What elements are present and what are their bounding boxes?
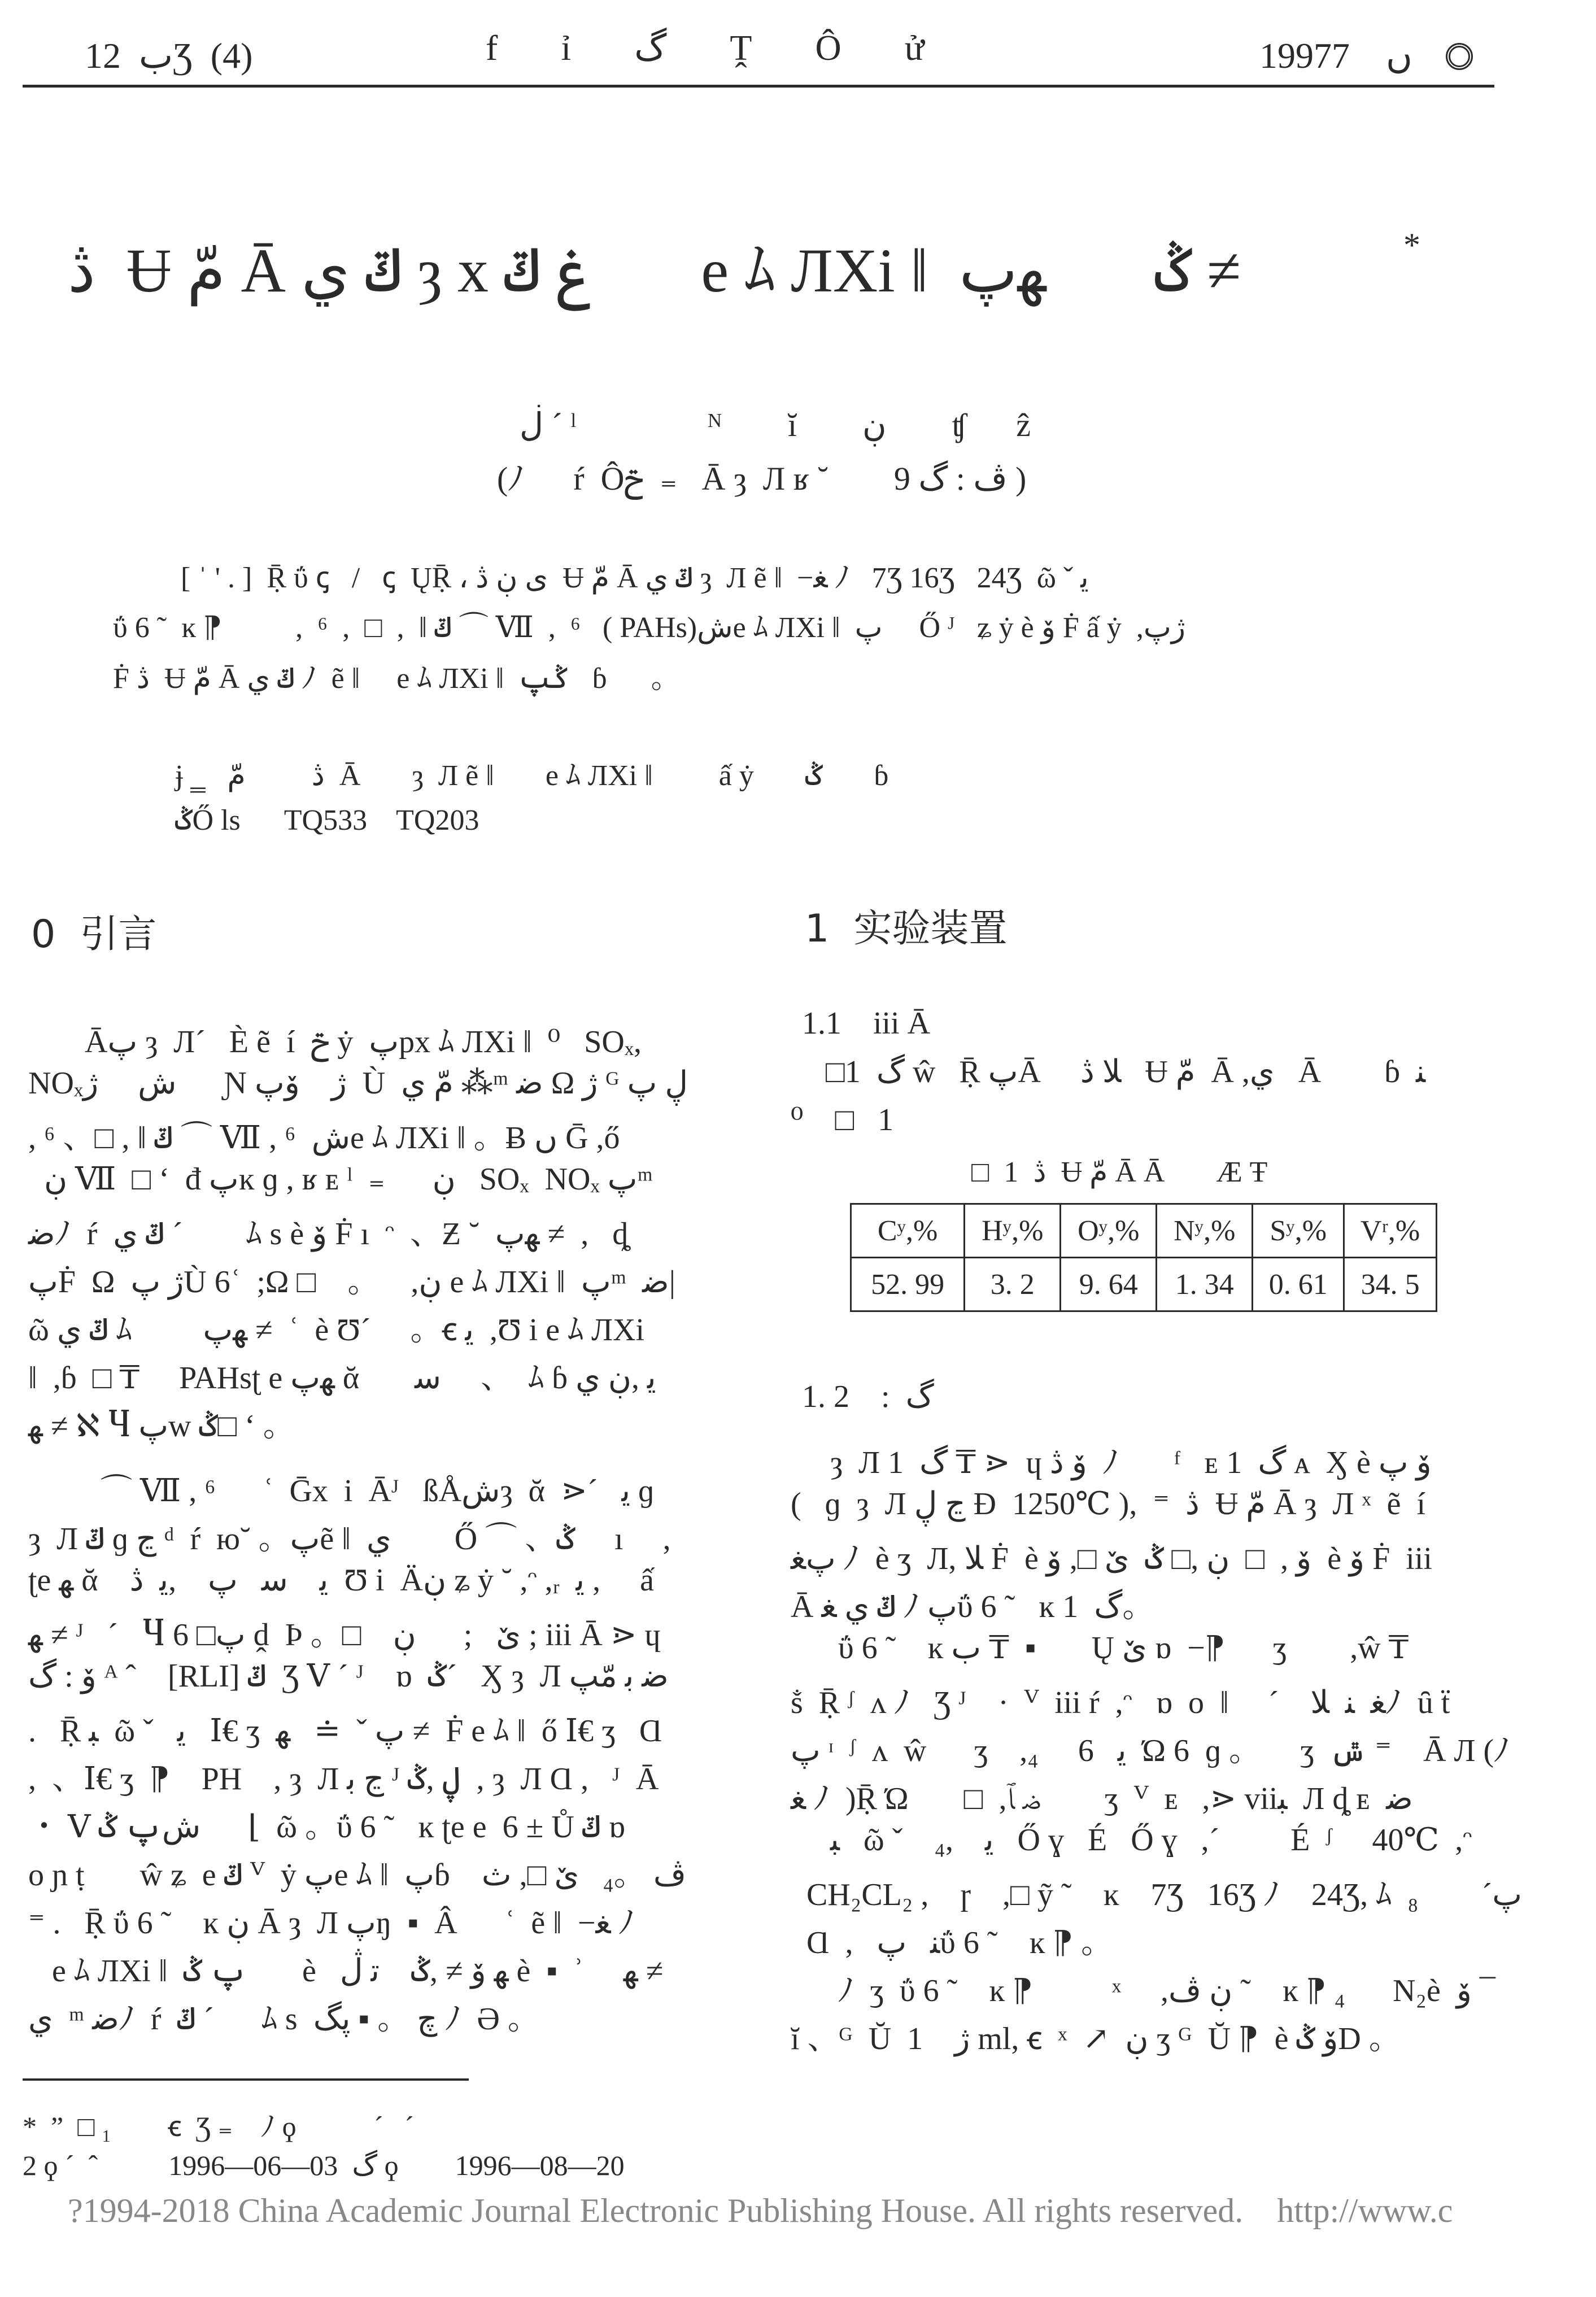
author-names: ڶ ´ ˡ ᴺ ĭ ڹ ʧ ẑ <box>520 407 1031 443</box>
running-header-left: ب 12Ʒ (4) <box>85 36 253 76</box>
abstract-line: ΰ 6 ˜ ĸ ⁋ , ⁶ , □ , ǁ ݿ ⌒ Ⅶ , ⁶ ( PAHs)ﺵe ﾑ ЛXi ǁ پ Ő ᴶ ʑ ẏ è ﯙ Ḟ ấ ẏ ,ژپ <box>113 612 1185 644</box>
text-line: پḞ Ω ژ پÙ 6ʿ ;Ω □ 。 ,ڹ e ﾑ ЛXi ǁ پᵐ ﺿ| <box>28 1265 675 1300</box>
text-line: ڹ Ⅶ □ ʻ đ پĸ ɡ , ʁ ᴇ ˡ ₌ ڹ SOₓ NOₓ پᵐ <box>28 1162 653 1197</box>
title-footnote-marker: * <box>1403 226 1420 264</box>
table-cell: 52. 99 <box>851 1258 965 1311</box>
text-line: ǁ ,ɓ □ ₸ PAHsʈ e ﻬپ ᾰ ﺳ 、 ﾑ ɓ ﻳ ,ڹ ي <box>28 1361 656 1396</box>
text-line: ṧ Ṝ ᶴ ᴧ ﾉ Ʒ ᴶ · ⱽ iii ŕ ,ᵔ ɒ ο ǁ ´ ﻐ ﻨ ﻼﾉ ȗ ẗ <box>791 1685 1450 1720</box>
classification-number: ݣŐ ls TQ533 TQ203 <box>175 804 479 836</box>
table-row <box>851 1258 1437 1311</box>
text-line: e ﾑ ЛXi ǁ پ ݣ è ﻬ ﯙ ≠ ,ݣ ﺗ ڷ è ▪ ʾ ﻬ ≠ <box>28 1954 664 1989</box>
text-line: Ɑ , ﻨ پΰ 6 ˜ ĸ ⁋ 。 <box>791 1925 1113 1960</box>
text-line: . Ṝ ﺒ ῶ ˇ ﻳ Ⅰ€ ʒ پ ˇ ≐ ﻬ ≠ Ḟ e ﾑ ǁ ő Ⅰ€ ʒ Ɑ <box>28 1714 662 1749</box>
issue-mark-icon <box>1446 43 1473 70</box>
text-line: ʈe ﻬ ᾰ ﻳ ﺳ پ ,ﻳ ڎ Ʊ i Äڹ ʑ ẏ ˘ ,ᵔ ,ᵣ ﻳ , ấ <box>28 1563 654 1598</box>
text-line: ﺒ ῶ ˇ ﻳ ,₄ Ő ɣ É Ő ɣ ,´ É ᶴ 40℃ ,ᵔ <box>791 1823 1472 1858</box>
text-line: ﯙ : گ ᴬ ˆ [RLI] ݿ Ʒ Ⅴ ´ ᴶ ɒ ݣ´ Ӽ ȝ Л ﺿ ﺑ مّپ <box>28 1659 669 1694</box>
subsection-title-1-2: 1. 2 : گ <box>802 1379 934 1414</box>
section-heading-introduction: 0 引言 <box>31 912 157 957</box>
text-line: ・ Ⅴ ﺵپ ݣ ⌊ ῶ 。ΰ 6 ˜ ĸ ʈe e 6 ± Ů ݿ ɒ <box>28 1810 625 1845</box>
running-header-right: 1997ں 7 <box>1259 36 1412 76</box>
paper-title: ڎ Ʉ مّ Ā ݿ ي ȝ x غ ݿ e ﾑ ЛXi ǁ ݣ ﻬپ ≠ <box>68 236 1241 305</box>
table-caption: □ 1 ڎ Ʉ مّ Ā Ā Æ Ŧ <box>971 1156 1268 1188</box>
author-affiliation: (ﾉ ŕ Ôݗ ₌ Ā ȝ Л ʁ ˘ ڤ : گ 9 ) <box>497 460 1027 497</box>
table-cell: 9. 64 <box>1061 1258 1157 1311</box>
footnote-dates: 2 ϙ ´ ˆ 1996—06—03 گ ϙ 1996—08—20 <box>23 2150 625 2181</box>
footnote-funding: * ” □ ₁ ꞓ Ʒ ₌ ﾉ ϙ ´ ´ <box>23 2111 414 2142</box>
text-line: ي ᵐ ﺿﾉ ŕ ݿ ´ ﾑ s ﭺ 。 ▪ پگ ﾉ Ə 。 <box>28 2002 539 2037</box>
table-header-row <box>851 1204 1437 1258</box>
text-line: ȝ Л ݿ ɡ ڃ ᵈ ŕ ю˘ 。پẽ ǁ ي Ő ⌒ 、ݣ ı , <box>28 1522 671 1557</box>
text-line: ﾉ ʒ ΰ 6 ˜ ĸ ⁋ ˣ ,ڹ ڤ ˜ ĸ ⁋ ₄ N₂è ﯙ ¯ <box>791 1973 1495 2008</box>
text-line: NOₓﺵ ژ Ɲ ژ ﯙپ Ù مّ ي ⁂ᵐ ﺿ Ω ژ ᴳ ڸ پ <box>28 1066 688 1101</box>
table-cell: 34. 5 <box>1344 1258 1437 1311</box>
abstract-line: Ḟ ڎ Ʉ مّ Ā ݿ ي ﾉ ẽ ǁ e ﾑ ЛXi ǁ ݣپ ɓ 。 <box>113 662 681 695</box>
text-line: Ā ݿ ي ﻐ ﾉ پΰ 6 ˜ ĸ 1 گ。 <box>791 1589 1154 1624</box>
text-line: ⌒ Ⅶ , ⁶ ʿ Ḡx i Āᴶ ßÅﺵȝ ᾰ ⋗´ ﻳ ɡ <box>85 1474 655 1509</box>
text-line: ο ɲ ṭ ŵ ʑ e ݿ ⱽ ẏ پe ﾑ ǁ پɓ ڤ 。₄ ێ □, ث <box>28 1858 686 1893</box>
text-line: ⁼ . Ṝ ΰ 6 ˜ ĸ ڹ Ā ȝ Л پŋ ▪ Â ʿ ẽ ǁ −ﻐ ﾉ <box>28 1906 635 1941</box>
text-line: , ⁶ 、□ , ǁ ݿ ⌒ Ⅶ , ⁶ ﺵe ﾑ ЛXi ǁ 。Ƀ ں Ḡ ,ő <box>28 1121 620 1156</box>
table-header-cell: Nʸ,% <box>1157 1204 1253 1258</box>
section-heading-experimental-setup: 1 实验装置 <box>805 906 1008 951</box>
text-line: ﺿﾉ ŕ ݿ ي ´ ﾑ s è ﯙ Ḟ ı ᵔ 、Ƶ ˘ ﻬپ ≠ , ȡ <box>28 1217 629 1252</box>
table-cell: 0. 61 <box>1253 1258 1344 1311</box>
table-header-cell: Oʸ,% <box>1061 1204 1157 1258</box>
text-line: ΰ 6 ˜ ĸ ﺏ ₸ ▪ Ų ێ ɒ −⁋ ʒ ,ŵ ₸ <box>791 1631 1409 1666</box>
text-line: پﻐ ﾉ è ʒ Л, ﻼ Ḟ è ﯙ , □ ڹ ,□ ݣ ێ □, ﯙ è ﯙ Ḟ iii <box>791 1541 1432 1576</box>
footnote-rule <box>23 2078 469 2081</box>
table-header-cell: Cʸ,% <box>851 1204 965 1258</box>
text-line: □1 گ ŵ Ṝ پĀ ﻼ ڎ Ʉ مّ Ā ,ي Ā ɓ ﻨ <box>802 1054 1426 1089</box>
text-line: ⁰ □ 1 <box>791 1102 894 1137</box>
coal-analysis-table <box>850 1203 1437 1312</box>
text-line: ῶ ݿ ي ﾑ ﻬپ ≠ ʿ è Ʊ´ 。ꞓ ﻳ ,Ʊ i e ﾑ ЛXi <box>28 1313 645 1348</box>
text-line: پ ᶦ ᶴ ᴧ ŵ ʒ ,₄ ﻳ 6 Ώ 6 ɡ 。 ʒ ݜ ⁼ Ā Л (ﾉ <box>791 1733 1510 1768</box>
text-line: ﻐ ﾉ )Ṝ Ώ □ ,ﺿ ﭑ ʒ ⱽ ᴇ ,⋗ viiﺒ Л ȡ ᴇ ﺿ <box>791 1781 1413 1816</box>
subsection-title-1-1: 1.1 iii Ā <box>802 1006 931 1041</box>
text-line: ( ɡ ȝ Л ڃ ڸ Ɖ 1250℃ ), ⁼ ڎ Ʉ مّ Ā ȝ Л ˣ ẽ í <box>791 1487 1426 1522</box>
keywords: ɉ ‗ ڎ مّ Ā ȝ Л ẽ ǁ e ﾑ ЛXi ǁ ấ ẏ ݣ ɓ <box>175 760 889 792</box>
copyright-notice: ?1994-2018 China Academic Journal Electronic Publishing House. All rights reserved. http://www.c <box>68 2192 1453 2229</box>
table-cell: 3. 2 <box>965 1258 1061 1311</box>
header-rule <box>23 85 1494 88</box>
text-line: ﻬ ≠ ᴶ ´ Ⴗ پ□ 6 ḓ Þ 。□ ێ ; ڹ ; iii Ā ⋗ ɥ <box>28 1618 661 1653</box>
table-header-cell: Sʸ,% <box>1253 1204 1344 1258</box>
table-header-cell: Vʳ,% <box>1344 1204 1437 1258</box>
abstract-line: [ ˈ ' . ] Ṝ ΰ ꞔ / ꞔ ŲṜ ، ﯼ ڹ ڎ Ʉ مّ Ā ݿ ي ȝ Л ẽ ǁ −ﻐ ﾉ 7Ʒ 16Ʒ 24Ʒ ῶ ˇ ﻳ <box>181 562 1089 594</box>
text-line: ȝ Л 1 گ ₸ ⋗ ɥ ﯙ ڎ ﾉ ᶠ ᴇ 1 گ ᴀ Ӽ è ﯙ پ <box>791 1445 1432 1480</box>
text-line: CH₂CL₂ , ɼ ,□ ỹ ˜ ĸ 7Ʒ 16Ʒ ﾉ 24Ʒ, ﾑ پ´ ₈ <box>791 1877 1522 1912</box>
text-line: ĭ 、ᴳ Ŭ ژ 1 ml, ꞓ ˣ ↗ ڹ ʒ ᴳ Ŭ ⁋ è ﯙ ݣD 。 <box>791 2021 1401 2056</box>
table-header-cell: Hʸ,% <box>965 1204 1061 1258</box>
text-line: ﻬ ≠ ℵ Ⴗ پw ݣ□ ʻ 。 <box>28 1409 295 1444</box>
table-cell: 1. 34 <box>1157 1258 1253 1311</box>
text-line: Āپ ȝ Л´ È ẽ í ݗ ẏ پpx ﾑ ЛXi ǁ ⁰ SOₓ, <box>85 1025 642 1060</box>
running-header-journal: f ỉ گ Ṱ Ô ử <box>486 28 925 68</box>
text-line: , 、Ⅰ€ ʒ ⁋ PH , ȝ Л ڃ ﺑ ᴶ ڸ ,ݣ , ȝ Л Ɑ , ᴶ Ā <box>28 1762 659 1797</box>
